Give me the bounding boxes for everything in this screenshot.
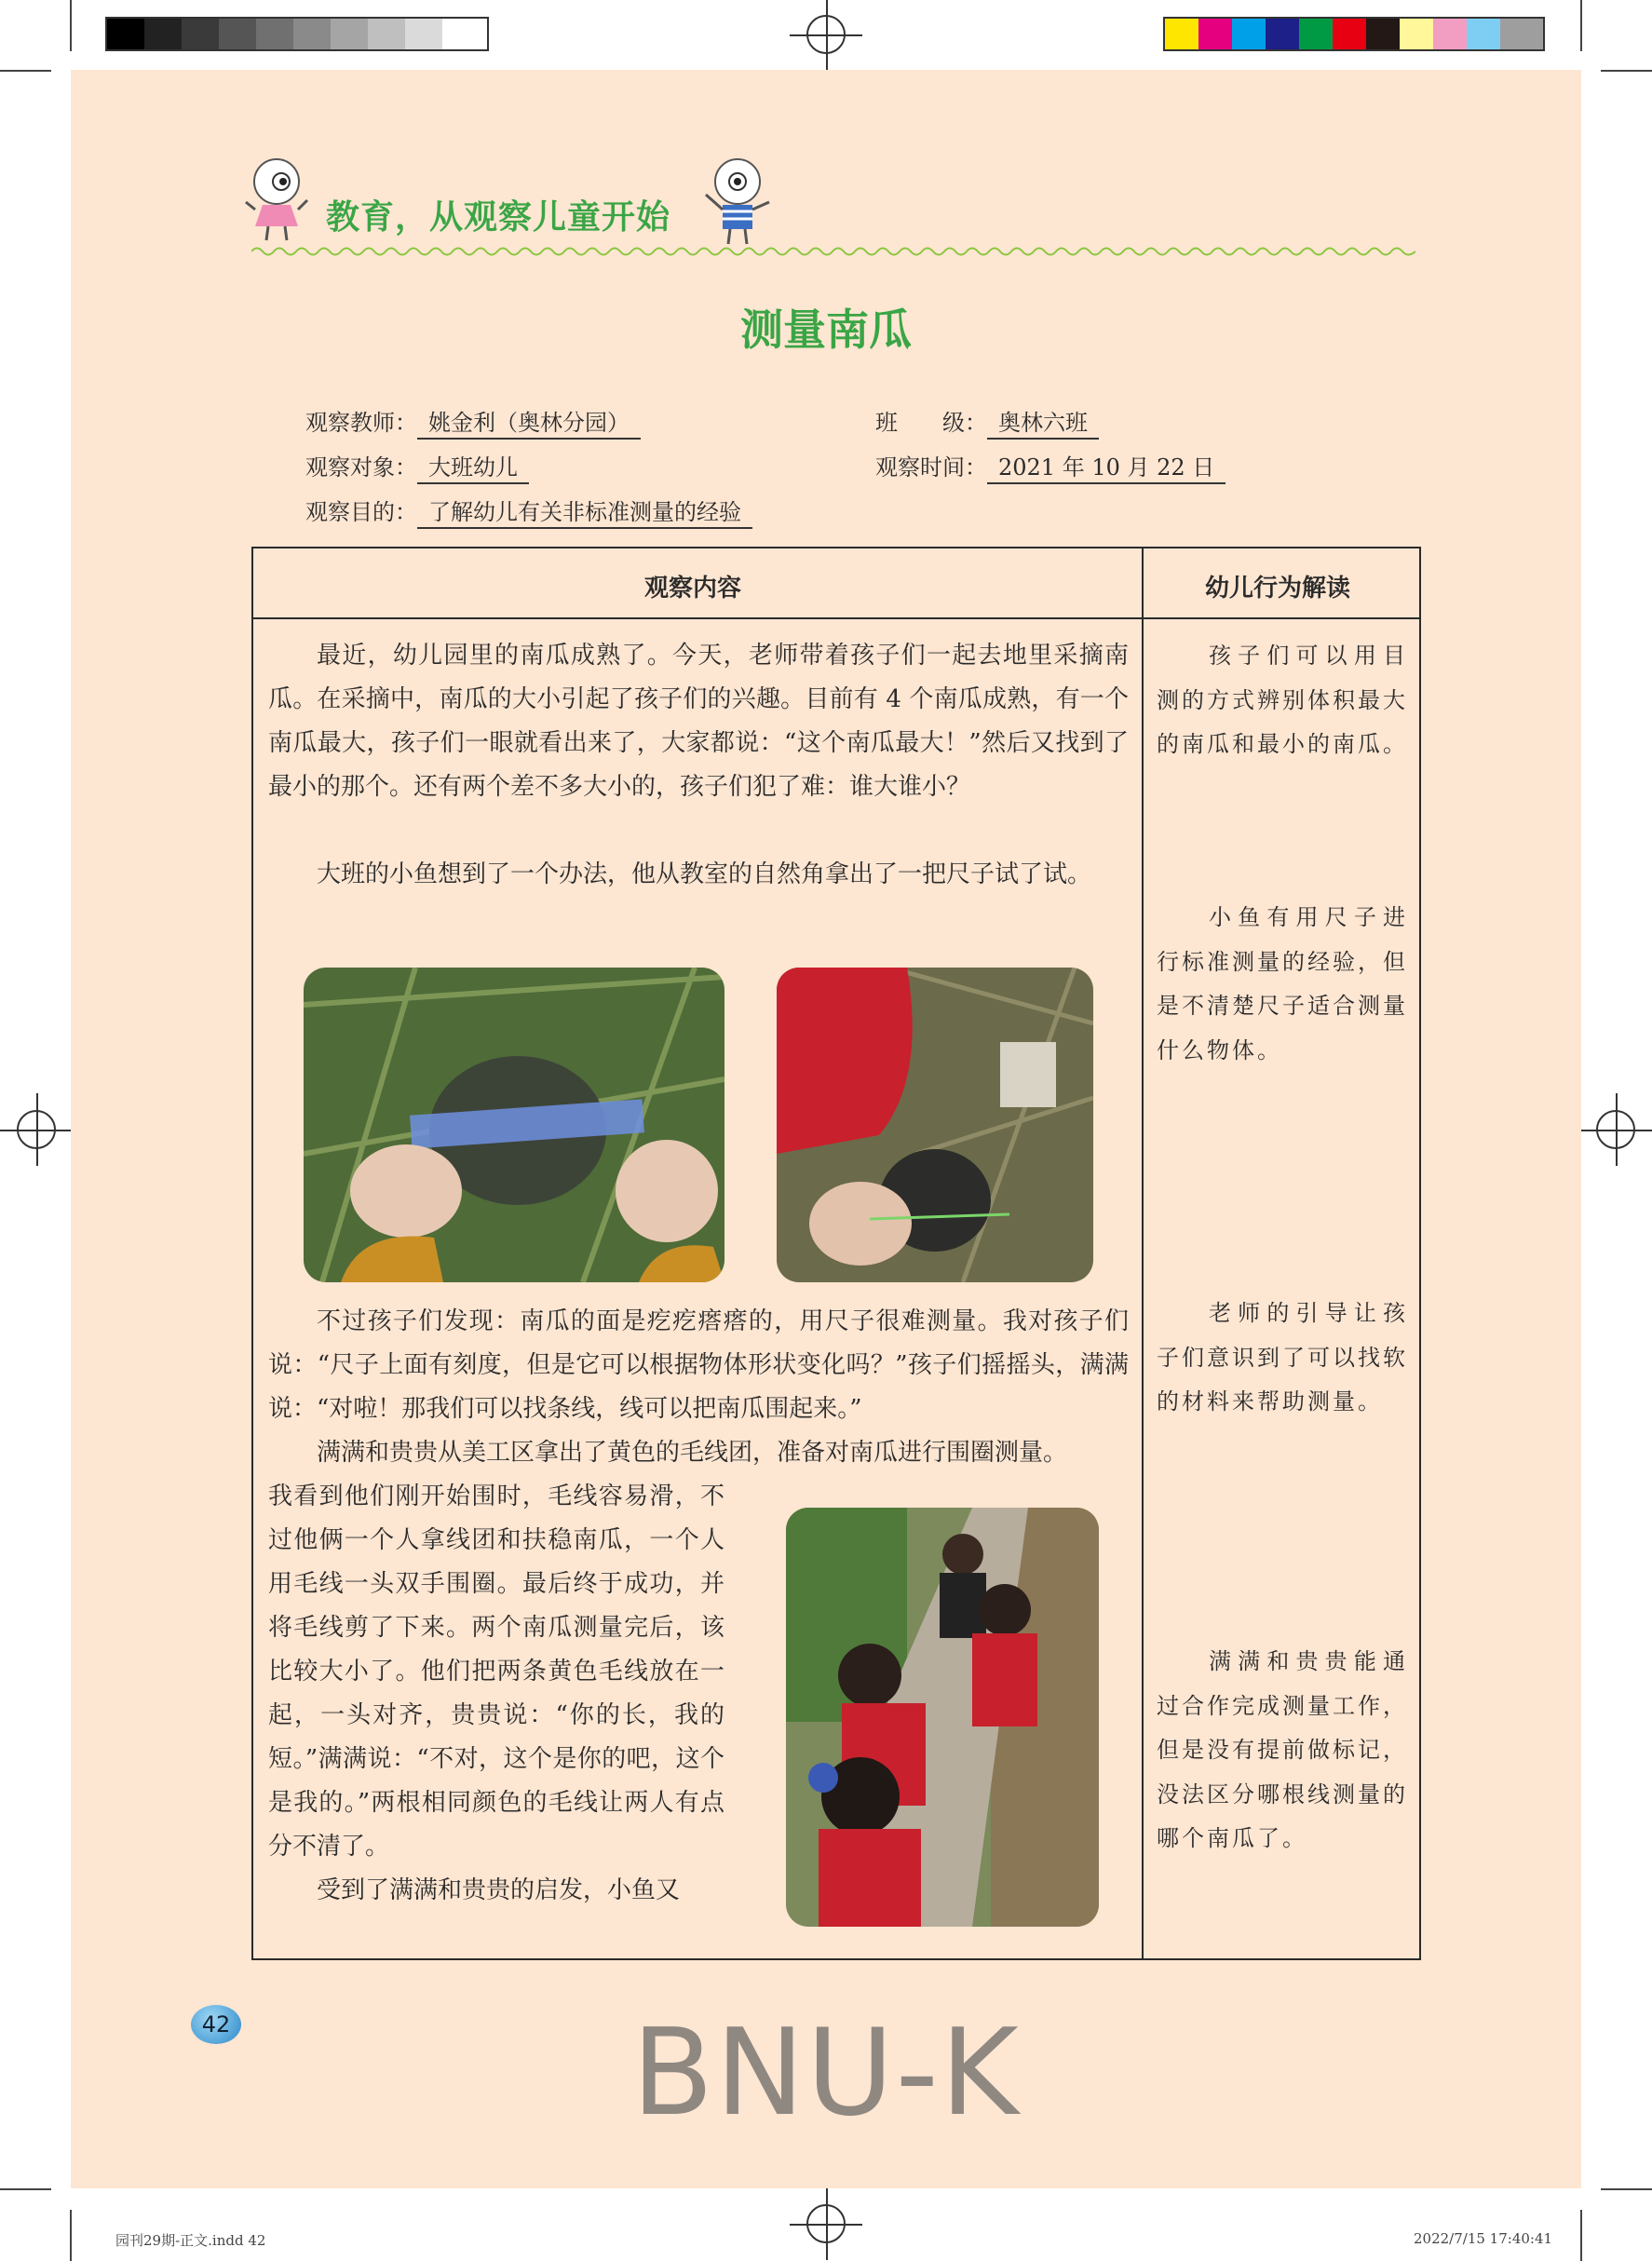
- content-paragraph: 我看到他们刚开始围时，毛线容易滑，不过他俩一个人拿线团和扶稳南瓜，一个人用毛线一头双手围圈。最后终于成功，并将毛线剪了下来。两个南瓜测量完后，该比较大小了。他们把两条黄色毛线放在一起，一头对齐，贵贵说：“你的长，我的短。”满满说：“不对，这个是你的吧，这个是我的。”两根相同颜色的毛线让两人有点分不清了。: [268, 1483, 724, 1861]
- meta-class-value: 奥林六班: [987, 410, 1099, 440]
- content-paragraph: 最近，幼儿园里的南瓜成熟了。今天，老师带着孩子们一起去地里采摘南瓜。在采摘中，南瓜的大小引起了孩子们的兴趣。目前有 4 个南瓜成熟，有一个南瓜最大，孩子们一眼就看出来了，大家都说：“这个南瓜最大！”然后又找到了最小的那个。还有两个差不多大小的，孩子们犯了难：谁大谁小？: [268, 642, 1129, 801]
- photo-children-garden: [786, 1508, 1099, 1927]
- meta-time-value: 2021 年 10 月 22 日: [987, 454, 1225, 484]
- content-paragraph: 不过孩子们发现：南瓜的面是疙疙瘩瘩的，用尺子很难测量。我对孩子们说：“尺子上面有刻度，但是它可以根据物体形状变化吗？”孩子们摇摇头，满满说：“对啦！那我们可以找条线，线可以把南瓜围起来。”: [268, 1307, 1129, 1423]
- meta-class: [875, 404, 1099, 437]
- table-column-divider: [1142, 548, 1144, 1958]
- meta-time: [875, 449, 1225, 481]
- meta-subject-label: 观察对象：: [305, 454, 417, 481]
- content-paragraph: 大班的小鱼想到了一个办法，他从教室的自然角拿出了一把尺子试了试。: [317, 860, 1092, 888]
- crop-mark: [70, 2210, 72, 2261]
- table-header-interpretation: 幼儿行为解读: [1205, 575, 1351, 602]
- registration-mark-icon: [806, 2204, 846, 2243]
- watermark: BNU-K: [631, 2004, 1021, 2143]
- crop-mark: [0, 2188, 51, 2190]
- article-title: 测量南瓜: [740, 305, 912, 355]
- meta-time-label: 观察时间：: [875, 454, 987, 481]
- color-bar: [1163, 17, 1545, 51]
- photo-ruler-measuring: [304, 968, 724, 1282]
- meta-teacher: [305, 404, 641, 437]
- observation-table: [251, 547, 1421, 1960]
- interpretation-note: 孩子们可以用目测的方式辨别体积最大的南瓜和最小的南瓜。: [1157, 643, 1408, 757]
- header-wave-divider: [251, 245, 1415, 258]
- grayscale-bar: [105, 17, 489, 51]
- table-header-content: 观察内容: [644, 575, 742, 602]
- registration-mark-icon: [806, 15, 846, 54]
- photo-yarn-measuring: [777, 968, 1093, 1282]
- crop-mark: [0, 70, 51, 72]
- registration-mark-icon: [1596, 1110, 1635, 1149]
- crop-mark: [1601, 2188, 1652, 2190]
- meta-purpose-value: 了解幼儿有关非标准测量的经验: [417, 499, 752, 529]
- interpretation-note: 满满和贵贵能通过合作完成测量工作，但是没有提前做标记，没法区分哪根线测量的哪个南瓜了。: [1157, 1648, 1408, 1851]
- meta-purpose: [305, 494, 752, 526]
- header-slogan: 教育，从观察儿童开始: [326, 198, 671, 237]
- crop-mark: [1580, 2210, 1582, 2261]
- meta-teacher-label: 观察教师：: [305, 410, 417, 436]
- meta-subject: [305, 449, 529, 481]
- interpretation-note: 小鱼有用尺子进行标准测量的经验，但是不清楚尺子适合测量什么物体。: [1157, 904, 1408, 1063]
- meta-teacher-value: 姚金利（奥林分园）: [417, 410, 641, 440]
- content-paragraph: 满满和贵贵从美工区拿出了黄色的毛线团，准备对南瓜进行围圈测量。: [317, 1439, 1068, 1467]
- crop-mark: [1601, 70, 1652, 72]
- mascot-boy-icon: [700, 154, 775, 247]
- table-header-divider: [253, 617, 1419, 619]
- crop-mark: [1580, 0, 1582, 51]
- interpretation-note: 老师的引导让孩子们意识到了可以找软的材料来帮助测量。: [1157, 1300, 1408, 1415]
- meta-subject-value: 大班幼儿: [417, 454, 529, 484]
- footer-file-info: 园刊29期-正文.indd 42: [115, 2232, 266, 2249]
- mascot-girl-icon: [244, 154, 309, 242]
- meta-purpose-label: 观察目的：: [305, 499, 417, 525]
- page-number-badge: 42: [191, 2005, 241, 2044]
- registration-mark-icon: [17, 1110, 56, 1149]
- footer-timestamp: 2022/7/15 17:40:41: [1414, 2230, 1553, 2247]
- content-paragraph: 受到了满满和贵贵的启发，小鱼又: [317, 1876, 681, 1904]
- meta-class-label: 班 级：: [875, 410, 987, 436]
- crop-mark: [70, 0, 72, 51]
